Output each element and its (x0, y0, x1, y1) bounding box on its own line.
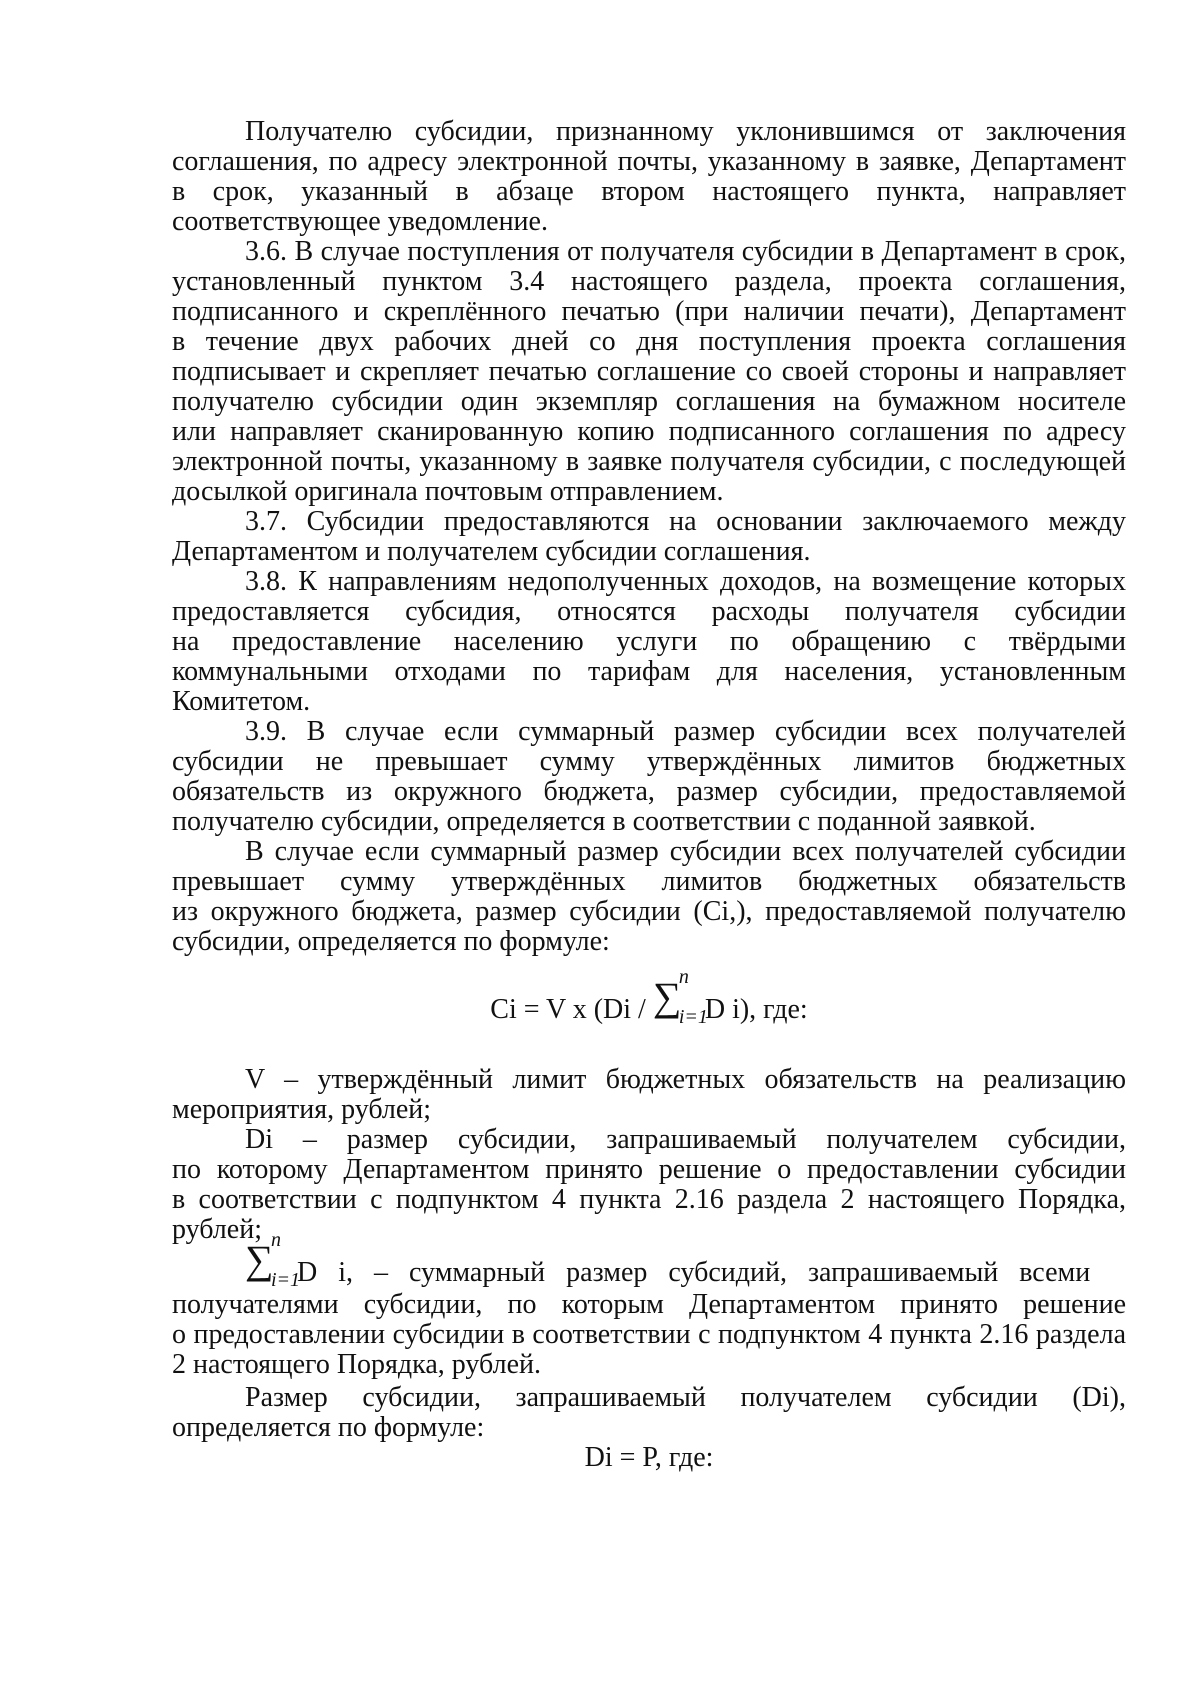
formula-ci-left: Ci = V x (Di / (490, 994, 653, 1025)
text-line: коммунальными отходами по тарифам для населения, установленным (172, 656, 1126, 687)
text-line: определяется по формуле: (172, 1412, 485, 1443)
sigma-glyph: ∑ (245, 1237, 274, 1282)
text-line: подписывает и скрепляет печатью соглашение со своей стороны и направляет (172, 356, 1126, 387)
text-line: В случае если суммарный размер субсидии всех получателей субсидии (245, 836, 1126, 867)
text-line: получателю субсидии, определяется в соответствии с поданной заявкой. (172, 806, 1036, 837)
text-line: Комитетом. (172, 686, 311, 717)
text-line: превышает сумму утверждённых лимитов бюджетных обязательств (172, 866, 1126, 897)
text-line: рублей; (172, 1214, 262, 1245)
text-line: в соответствии с подпунктом 4 пункта 2.16 раздела 2 настоящего Порядка, (172, 1184, 1126, 1215)
text-line: в срок, указанный в абзаце втором настоящего пункта, направляет (172, 176, 1126, 207)
summation-symbol (652, 966, 708, 1028)
text-line: субсидии не превышает сумму утверждённых лимитов бюджетных (172, 746, 1126, 777)
text-line: 2 настоящего Порядка, рублей. (172, 1349, 541, 1380)
text-line: 3.7. Субсидии предоставляются на основании заключаемого между (245, 506, 1126, 537)
summation-symbol (245, 1229, 301, 1291)
text-line: 3.9. В случае если суммарный размер субсидии всех получателей (245, 716, 1126, 747)
text-line: или направляет сканированную копию подписанного соглашения по адресу (172, 416, 1126, 447)
text-line: Размер субсидии, запрашиваемый получателем субсидии (Di), (245, 1382, 1126, 1413)
sum-definition-text: D i, – суммарный размер субсидий, запрашиваемый всеми (297, 1257, 1091, 1288)
text-line: по которому Департаментом принято решение о предоставлении субсидии (172, 1154, 1126, 1185)
sum-lower-limit: i=1 (271, 1269, 301, 1291)
text-line: на предоставление населению услуги по обращению с твёрдыми (172, 626, 1126, 657)
text-line: обязательств из окружного бюджета, размер субсидии, предоставляемой (172, 776, 1126, 807)
text-line: предоставляется субсидия, относятся расходы получателя субсидии (172, 596, 1126, 627)
text-line: V – утверждённый лимит бюджетных обязательств на реализацию (245, 1064, 1126, 1095)
sum-definition-line (245, 1229, 1126, 1291)
text-line: из окружного бюджета, размер субсидии (Ci,), предоставляемой получателю (172, 896, 1126, 927)
text-line: Di – размер субсидии, запрашиваемый получателем субсидии, (245, 1124, 1126, 1155)
formula-ci (172, 966, 1126, 1028)
text-line: получателями субсидии, по которым Департаментом принято решение (172, 1289, 1126, 1320)
formula-di: Di = P, где: (584, 1442, 714, 1473)
text-line: 3.6. В случае поступления от получателя субсидии в Департамент в срок, (245, 236, 1126, 267)
text-line: установленный пунктом 3.4 настоящего раздела, проекта соглашения, (172, 266, 1126, 297)
text-line: Получателю субсидии, признанному уклонившимся от заключения (245, 116, 1126, 147)
text-line: в течение двух рабочих дней со дня поступления проекта соглашения (172, 326, 1126, 357)
text-line: досылкой оригинала почтовым отправлением. (172, 476, 724, 507)
text-line: электронной почты, указанному в заявке получателя субсидии, с последующей (172, 446, 1126, 477)
text-line: подписанного и скреплённого печатью (при наличии печати), Департамент (172, 296, 1126, 327)
formula-ci-right: D i), где: (704, 994, 808, 1025)
text-line: соответствующее уведомление. (172, 206, 548, 237)
text-line: 3.8. К направлениям недополученных доходов, на возмещение которых (245, 566, 1126, 597)
text-line: субсидии, определяется по формуле: (172, 926, 610, 957)
text-line: мероприятия, рублей; (172, 1094, 432, 1125)
text-line: получателю субсидии один экземпляр соглашения на бумажном носителе (172, 386, 1126, 417)
sum-upper-limit: n (678, 966, 689, 988)
sum-lower-limit: i=1 (678, 1006, 708, 1028)
text-line: Департаментом и получателем субсидии соглашения. (172, 536, 811, 567)
sum-upper-limit: n (271, 1229, 281, 1251)
text-line: о предоставлении субсидии в соответствии с подпунктом 4 пункта 2.16 раздела (172, 1319, 1126, 1350)
sigma-glyph: ∑ (652, 974, 682, 1019)
text-line: соглашения, по адресу электронной почты, указанному в заявке, Департамент (172, 146, 1126, 177)
